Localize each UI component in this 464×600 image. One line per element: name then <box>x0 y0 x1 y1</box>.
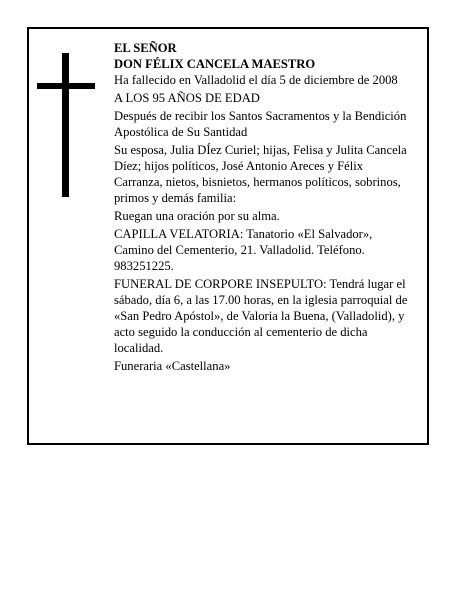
cross-horizontal-bar <box>37 83 95 89</box>
family-text: Su esposa, Julia DÍez Curiel; hijas, Felisa y Julita Cancela Díez; hijos políticos, José Antonio Areces y Félix Carranza, nietos, bisnietos, hermanos políticos, sobrinos, primos y demás familia: <box>114 143 407 205</box>
death-date-text: Ha fallecido en Valladolid el día 5 de diciembre de 2008 <box>114 73 398 87</box>
prayer-request-text: Ruegan una oración por su alma. <box>114 209 280 223</box>
funeral-home-text: Funeraria «Castellana» <box>114 359 231 373</box>
funeral-info-text: FUNERAL DE CORPORE INSEPULTO: Tendrá lugar el sábado, día 6, a las 17.00 horas, en la iglesia parroquial de «San Pedro Apóstol», de Valoria la Buena, (Valladolid), y acto seguido la conducción al cementerio de dicha localidad. <box>114 277 408 355</box>
heading-title: EL SEÑOR <box>114 41 177 55</box>
obituary-text <box>114 40 414 376</box>
age-text: A LOS 95 AÑOS DE EDAD <box>114 91 260 105</box>
chapel-info-text: CAPILLA VELATORIA: Tanatorio «El Salvador», Camino del Cementerio, 21. Valladolid. Teléfono. 983251225. <box>114 227 373 273</box>
deceased-name: DON FÉLIX CANCELA MAESTRO <box>114 57 316 71</box>
cross-icon <box>37 53 95 197</box>
sacraments-text: Después de recibir los Santos Sacramentos y la Bendición Apostólica de Su Santidad <box>114 109 407 139</box>
cross-vertical-bar <box>62 53 69 197</box>
